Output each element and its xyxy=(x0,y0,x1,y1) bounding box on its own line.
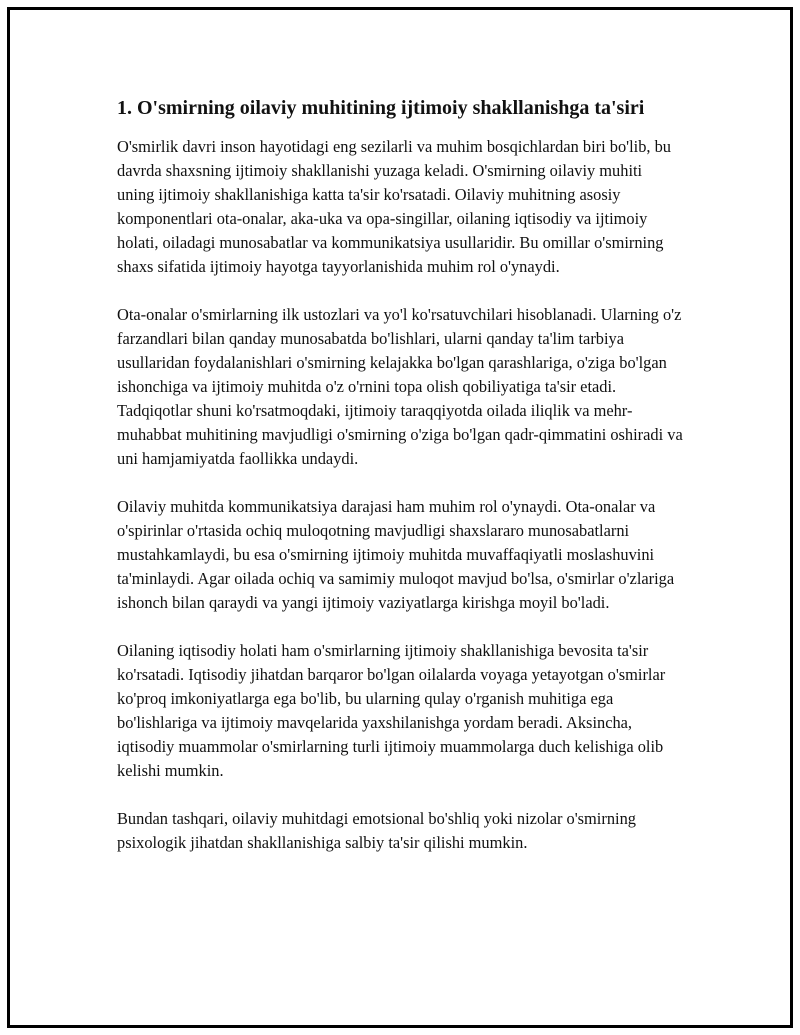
document-body xyxy=(117,95,683,879)
section-heading: 1. O'smirning oilaviy muhitining ijtimoiy shakllanishga ta'siri xyxy=(117,97,645,119)
paragraph-1: O'smirlik davri inson hayotidagi eng sezilarli va muhim bosqichlardan biri bo'lib, bu davrda shaxsning ijtimoiy shakllanishi yuzaga keladi. O'smirning oilaviy muhiti uning ijtimoiy shakllanishiga katta ta'sir ko'rsatadi. Oilaviy muhitning asosiy komponentlari ota-onalar, aka-uka va opa-singillar, oilaning iqtisodiy va ijtimoiy holati, oiladagi munosabatlar va kommunikatsiya usullaridir. Bu omillar o'smirning shaxs sifatida ijtimoiy hayotga tayyorlanishida muhim rol o'ynaydi. xyxy=(117,137,671,276)
paragraph-3: Oilaviy muhitda kommunikatsiya darajasi ham muhim rol o'ynaydi. Ota-onalar va o'spirinlar o'rtasida ochiq muloqotning mavjudligi shaxslararo munosabatlarni mustahkamlaydi, bu esa o'smirning ijtimoiy muhitda muvaffaqiyatli moslashuvini ta'minlaydi. Agar oilada ochiq va samimiy muloqot mavjud bo'lsa, o'smirlar o'zlariga ishonch bilan qaraydi va yangi ijtimoiy vaziyatlarga kirishga moyil bo'ladi. xyxy=(117,497,675,612)
paragraph-5: Bundan tashqari, oilaviy muhitdagi emotsional bo'shliq yoki nizolar o'smirning psixologik jihatdan shakllanishiga salbiy ta'sir qilishi mumkin. xyxy=(117,809,636,852)
paragraph-4: Oilaning iqtisodiy holati ham o'smirlarning ijtimoiy shakllanishiga bevosita ta'sir ko'rsatadi. Iqtisodiy jihatdan barqaror bo'lgan oilalarda voyaga yetayotgan o'smirlar ko'proq imkoniyatlarga ega bo'lib, bu ularning qulay o'rganish muhitiga ega bo'lishlariga va ijtimoiy mavqelarida yaxshilanishga yordam beradi. Aksincha, iqtisodiy muammolar o'smirlarning turli ijtimoiy muammolarga duch kelishiga olib kelishi mumkin. xyxy=(117,641,666,780)
paragraph-2: Ota-onalar o'smirlarning ilk ustozlari va yo'l ko'rsatuvchilari hisoblanadi. Ularning o'z farzandlari bilan qanday munosabatda bo'lishlari, ularni qanday ta'lim tarbiya usullaridan foydalanishlari o'smirning kelajakka bo'lgan qarashlariga, o'ziga bo'lgan ishonchiga va ijtimoiy muhitda o'z o'rnini topa olish qobiliyatiga ta'sir etadi. Tadqiqotlar shuni ko'rsatmoqdaki, ijtimoiy taraqqiyotda oilada iliqlik va mehr-muhabbat muhitining mavjudligi o'smirning o'ziga bo'lgan qadr-qimmatini oshiradi va uni hamjamiyatda faollikka undaydi. xyxy=(117,305,683,468)
